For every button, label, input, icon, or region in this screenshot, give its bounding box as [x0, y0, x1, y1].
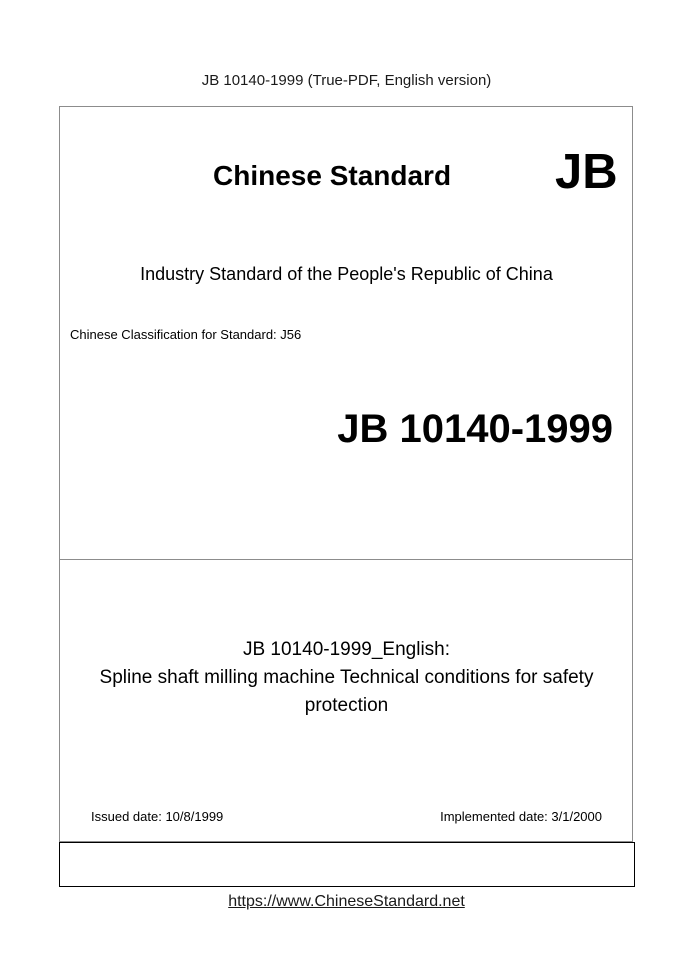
industry-standard-line: Industry Standard of the People's Republic of China: [140, 264, 553, 284]
standard-number: JB 10140-1999: [337, 407, 613, 451]
standard-title: Chinese Standard: [213, 160, 452, 191]
implemented-date: Implemented date: 3/1/2000: [440, 809, 602, 824]
document-title-line-1: JB 10140-1999_English:: [242, 639, 451, 660]
classification-text: Chinese Classification for Standard: J56: [70, 327, 302, 342]
document-title-line-3: protection: [304, 695, 389, 716]
standard-code: JB: [555, 145, 618, 199]
document-title-line-2: Spline shaft milling machine Technical conditions for safety: [99, 667, 594, 688]
page-header: JB 10140-1999 (True-PDF, English version): [201, 72, 492, 89]
footer: [0, 893, 693, 911]
cover-bottom-frame: [59, 842, 635, 887]
issued-date: Issued date: 10/8/1999: [91, 809, 224, 824]
website-link[interactable]: https://www.ChineseStandard.net: [228, 893, 465, 910]
document-title: [60, 636, 633, 720]
